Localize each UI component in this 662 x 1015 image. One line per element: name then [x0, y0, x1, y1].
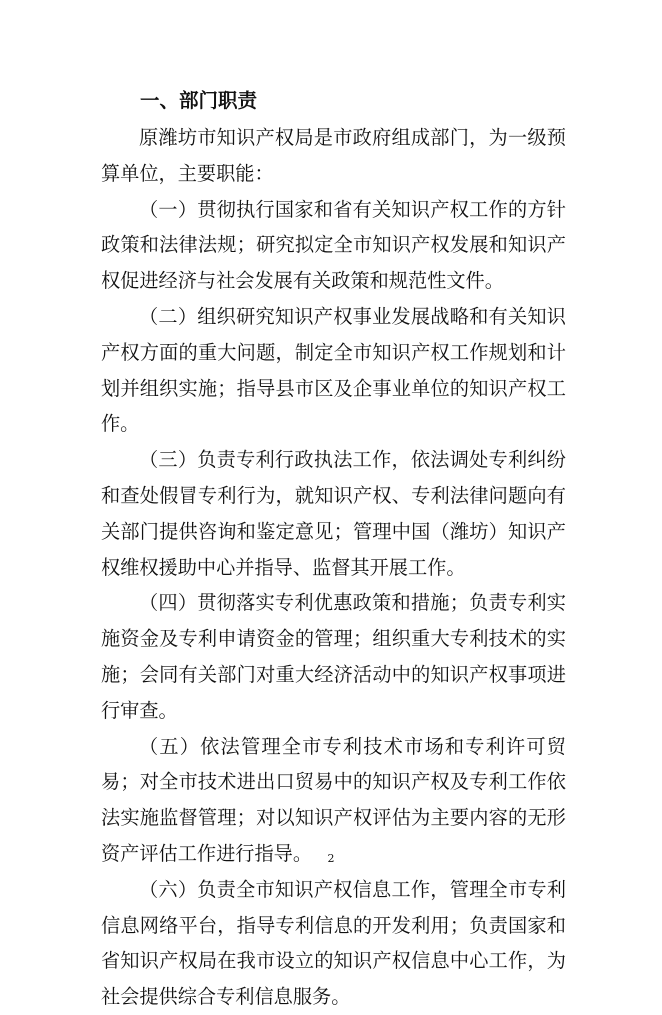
duty-paragraph-1: （一）贯彻执行国家和省有关知识产权工作的方针政策和法律法规；研究拟定全市知识产权发展和知识产权促进经济与社会发展有关政策和规范性文件。	[101, 197, 566, 293]
page-number: 2	[327, 852, 335, 865]
duty-paragraph-5: （五）依法管理全市专利技术市场和专利许可贸易；对全市技术进出口贸易中的知识产权及专利工作依法实施监督管理；对以知识产权评估为主要内容的无形资产评估工作进行指导。	[101, 734, 566, 865]
duty-paragraph-3: （三）负责专利行政执法工作，依法调处专利纠纷和查处假冒专利行为，就知识产权、专利法律问题向有关部门提供咨询和鉴定意见；管理中国（潍坊）知识产权维权援助中心并指导、监督其开展工作。	[101, 448, 566, 579]
intro-paragraph: 原潍坊市知识产权局是市政府组成部门，为一级预算单位，主要职能：	[101, 126, 566, 185]
duty-paragraph-4: （四）贯彻落实专利优惠政策和措施；负责专利实施资金及专利申请资金的管理；组织重大专利技术的实施；会同有关部门对重大经济活动中的知识产权事项进行审查。	[101, 591, 566, 722]
section-heading: 一、部门职责	[140, 89, 258, 112]
document-body	[101, 120, 566, 1015]
duty-paragraph-6: （六）负责全市知识产权信息工作，管理全市专利信息网络平台，指导专利信息的开发利用；负责国家和省知识产权局在我市设立的知识产权信息中心工作，为社会提供综合专利信息服务。	[101, 877, 566, 1009]
duty-paragraph-2: （二）组织研究知识产权事业发展战略和有关知识产权方面的重大问题，制定全市知识产权工作规划和计划并组织实施；指导县市区及企事业单位的知识产权工作。	[101, 304, 566, 436]
